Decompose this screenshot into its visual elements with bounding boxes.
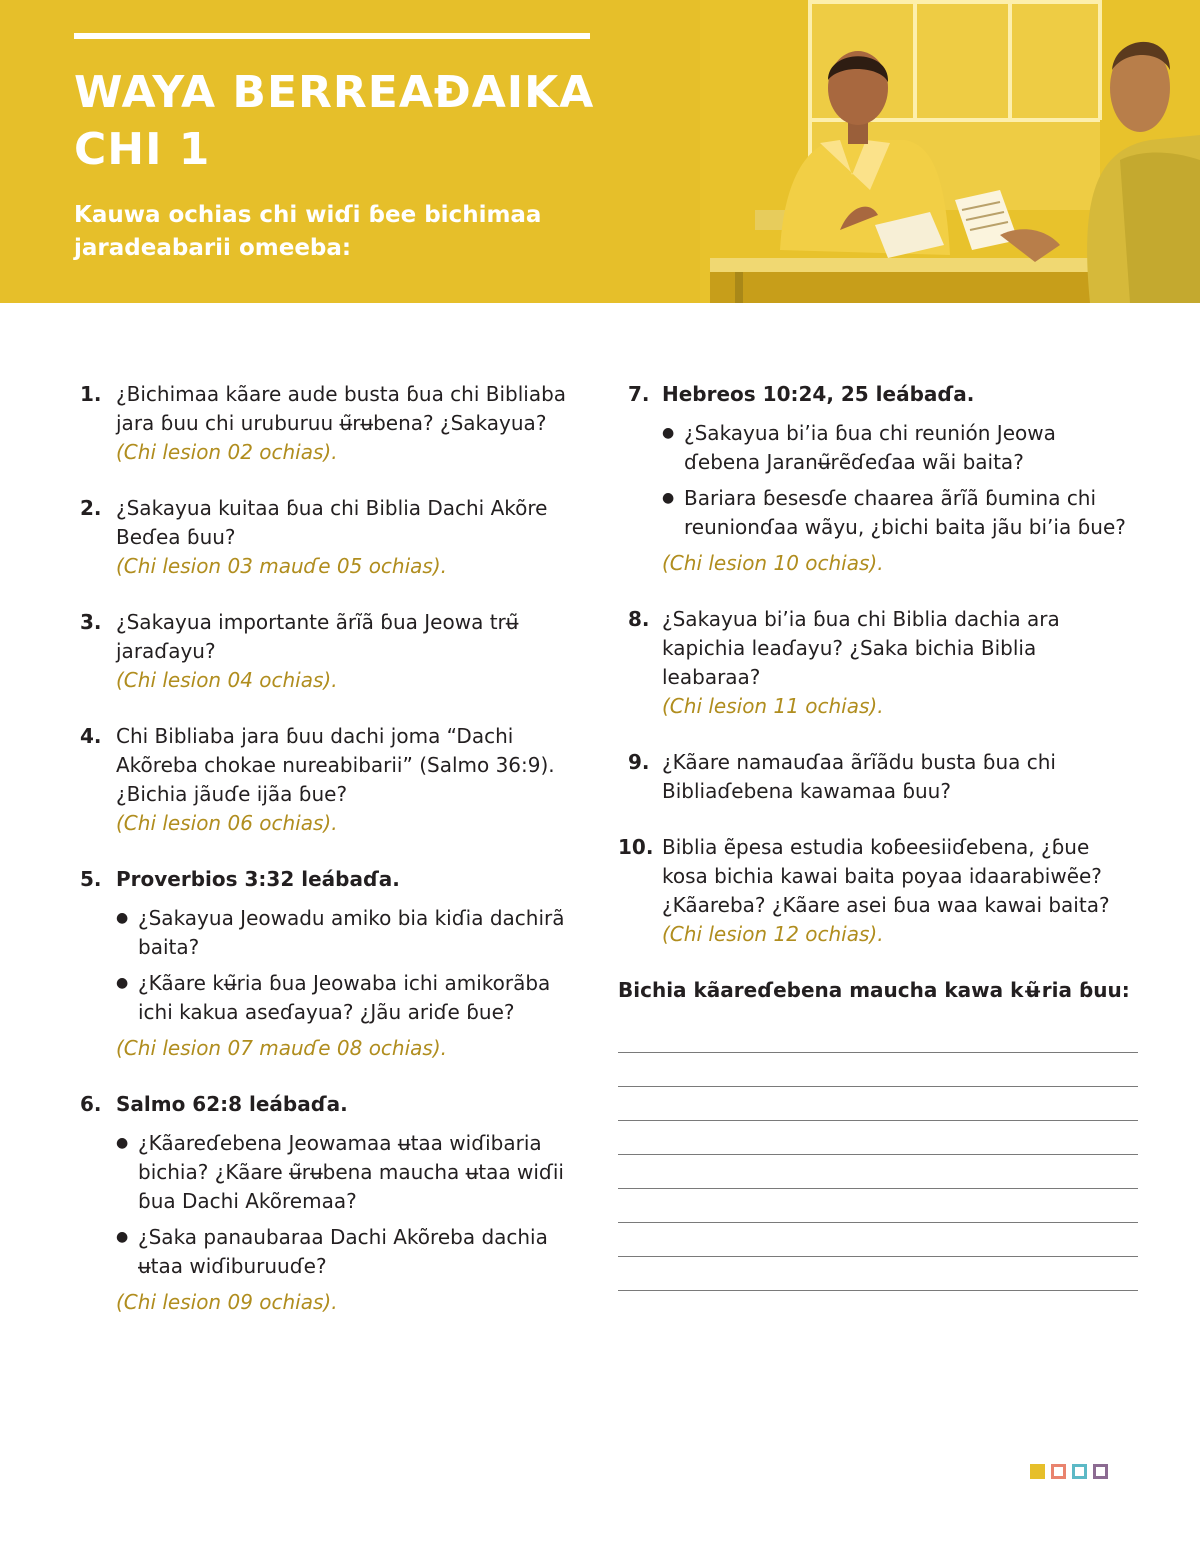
question-number: 8. [628, 607, 650, 631]
lesson-reference: (Chi lesion 09 ochias). [116, 1290, 338, 1314]
writing-line[interactable] [618, 1223, 1138, 1257]
lesson-reference: (Chi lesion 04 ochias). [116, 668, 338, 692]
bullet-list [116, 1129, 570, 1281]
question-number: 2. [80, 496, 102, 520]
writing-line[interactable] [618, 1121, 1138, 1155]
lesson-reference: (Chi lesion 10 ochias). [662, 551, 884, 575]
question-number: 1. [80, 382, 102, 406]
question-10 [618, 833, 1138, 949]
page-title: WAYA BERREAƉAIKA CHI 1 [74, 67, 595, 175]
question-6 [80, 1090, 570, 1317]
scripture-title: Salmo 62:8 leábaɗa. [116, 1092, 348, 1116]
bullet-list [662, 419, 1138, 542]
question-5 [80, 865, 570, 1063]
writing-line[interactable] [618, 1155, 1138, 1189]
question-1 [80, 380, 570, 467]
writing-line[interactable] [618, 1053, 1138, 1087]
question-4 [80, 722, 570, 838]
question-text: ¿Bichimaa kãare aude busta ɓua chi Bibliaba jara ɓuu chi uruburuu ʉ̃rʉbena? ¿Sakayua? [116, 382, 567, 435]
bullet-item: ● Bariara ɓesesɗe chaarea ãrĩã ɓumina chi reunionɗaa wãyu, ¿bichi baita jãu bi’ia ɓue? [662, 484, 1138, 542]
question-text: ¿Sakayua importante ãrĩã ɓua Jeowa trʉ̃ jaraɗayu? [116, 610, 519, 663]
bullet-item: ● ¿Kãareɗebena Jeowamaa ʉtaa wiɗibaria bichia? ¿Kãare ʉ̃rʉbena maucha ʉtaa wiɗii ɓua Dachi Akõremaa? [116, 1129, 570, 1216]
question-text: Chi Bibliaba jara ɓuu dachi joma “Dachi Akõreba chokae nureabibarii” (Salmo 36:9). ¿Bichia jãuɗe ijãa ɓue? [116, 724, 555, 806]
teal-square-icon [1072, 1464, 1087, 1479]
lesson-reference: (Chi lesion 06 ochias). [116, 811, 338, 835]
study-illustration [700, 0, 1200, 303]
coral-square-icon [1051, 1464, 1066, 1479]
question-text: ¿Kãare namauɗaa ãrĩãdu busta ɓua chi Bibliaɗebena kawamaa ɓuu? [662, 750, 1056, 803]
question-2 [80, 494, 570, 581]
lesson-reference: (Chi lesion 07 mauɗe 08 ochias). [116, 1036, 447, 1060]
question-9 [618, 748, 1138, 806]
lesson-reference: (Chi lesion 02 ochias). [116, 440, 338, 464]
question-number: 7. [628, 382, 650, 406]
writing-line[interactable] [618, 1019, 1138, 1053]
question-text: Biblia ẽpesa estudia koɓeesiiɗebena, ¿ɓue kosa bichia kawai baita poyaa idaarabiwẽe? ¿Kãareba? ¿Kãare asei ɓua waa kawai baita? [662, 835, 1110, 917]
scripture-title: Proverbios 3:32 leábaɗa. [116, 867, 400, 891]
question-number: 4. [80, 724, 102, 748]
question-text: ¿Sakayua bi’ia ɓua chi Biblia dachia ara kapichia leaɗayu? ¿Saka bichia Biblia leabaraa? [662, 607, 1060, 689]
lesson-reference: (Chi lesion 11 ochias). [662, 694, 884, 718]
writing-line[interactable] [618, 1189, 1138, 1223]
question-7 [618, 380, 1138, 578]
question-number: 3. [80, 610, 102, 634]
bullet-item: ● ¿Kãare kʉ̃ria ɓua Jeowaba ichi amikorãba ichi kakua aseɗayua? ¿Jãu ariɗe ɓue? [116, 969, 570, 1027]
question-number: 10. [618, 835, 654, 859]
question-3 [80, 608, 570, 695]
yellow-square-icon [1030, 1464, 1045, 1479]
lesson-reference: (Chi lesion 03 mauɗe 05 ochias). [116, 554, 447, 578]
header-rule [74, 33, 590, 39]
notes-title: Bichia kãareɗebena maucha kawa kʉ̃ria ɓuu: [618, 978, 1130, 1002]
question-number: 9. [628, 750, 650, 774]
notes-section [618, 976, 1138, 1291]
purple-square-icon [1093, 1464, 1108, 1479]
questions-left-column [80, 380, 570, 1344]
question-number: 6. [80, 1092, 102, 1116]
writing-line[interactable] [618, 1087, 1138, 1121]
question-number: 5. [80, 867, 102, 891]
writing-line[interactable] [618, 1257, 1138, 1291]
lesson-reference: (Chi lesion 12 ochias). [662, 922, 884, 946]
page-subtitle: Kauwa ochias chi wiɗi ɓee bichimaa jaradeabarii omeeba: [74, 202, 542, 261]
footer-squares [1030, 1464, 1108, 1479]
writing-lines [618, 1019, 1138, 1291]
header-banner [0, 0, 1200, 303]
bullet-item: ● ¿Saka panaubaraa Dachi Akõreba dachia ʉtaa wiɗiburuuɗe? [116, 1223, 570, 1281]
bullet-item: ● ¿Sakayua bi’ia ɓua chi reunión Jeowa ɗebena Jaranʉ̃rẽɗeɗaa wãi baita? [662, 419, 1138, 477]
scripture-title: Hebreos 10:24, 25 leábaɗa. [662, 382, 975, 406]
question-text: ¿Sakayua kuitaa ɓua chi Biblia Dachi Akõre Beɗea ɓuu? [116, 496, 548, 549]
questions-right-column [618, 380, 1138, 1291]
question-8 [618, 605, 1138, 721]
bullet-list [116, 904, 570, 1027]
bullet-item: ● ¿Sakayua Jeowadu amiko bia kiɗia dachirã baita? [116, 904, 570, 962]
